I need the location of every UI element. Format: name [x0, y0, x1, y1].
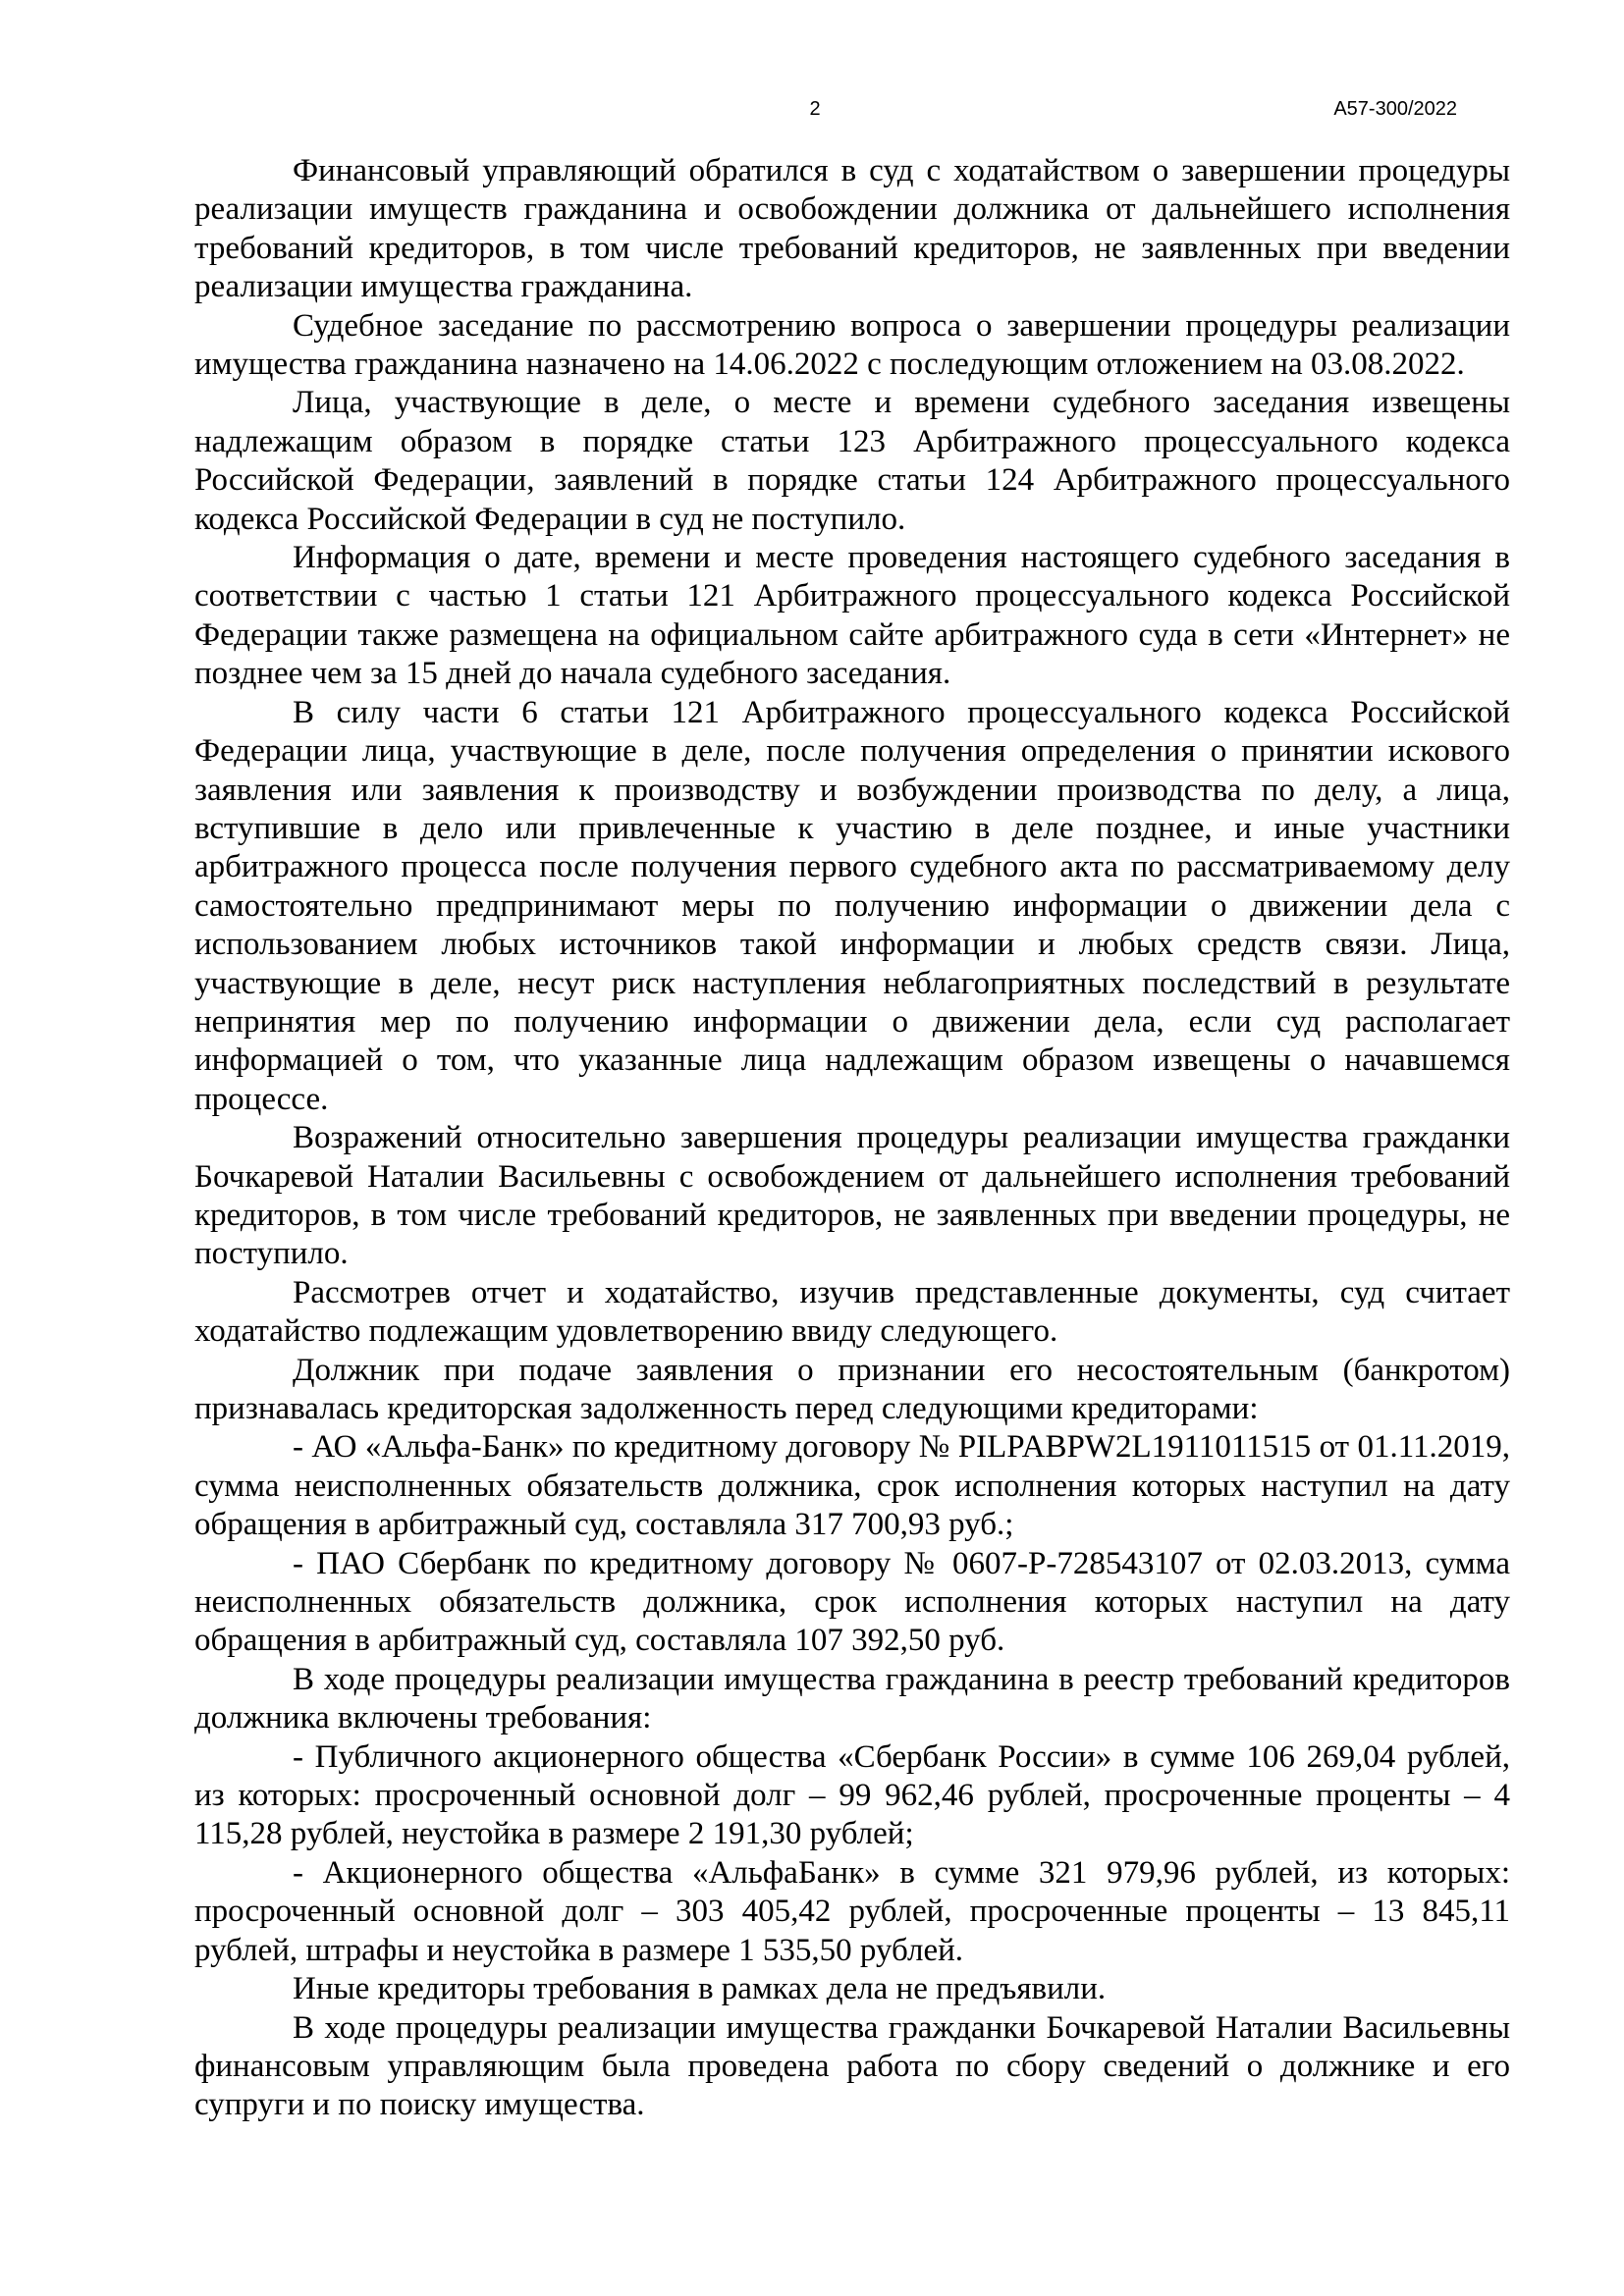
list-item: - ПАО Сбербанк по кредитному договору № 0607-Р-728543107 от 02.03.2013, сумма неисполненных обязательств должника, срок исполнения которых наступил на дату обращения в арбитражный суд, составляла 107 392,50 руб.	[194, 1545, 1510, 1659]
document-body	[194, 152, 1510, 2125]
paragraph: В силу части 6 статьи 121 Арбитражного процессуального кодекса Российской Федерации лица, участвующие в деле, после получения определения о принятии искового заявления или заявления к производству и возбуждении производства по делу, а лица, вступившие в дело или привлеченные к участию в деле позднее, и иные участники арбитражного процесса после получения первого судебного акта по рассматриваемому делу самостоятельно предпринимают меры по получению информации о движении дела с использованием любых источников такой информации и любых средств связи. Лица, участвующие в деле, несут риск наступления неблагоприятных последствий в результате непринятия мер по получению информации о движении дела, если суд располагает информацией о том, что указанные лица надлежащим образом извещены о начавшемся процессе.	[194, 694, 1510, 1117]
page-number: 2	[809, 98, 821, 120]
paragraph: Иные кредиторы требования в рамках дела не предъявили.	[293, 1971, 1107, 2007]
paragraph: Рассмотрев отчет и ходатайство, изучив представленные документы, суд считает ходатайство подлежащим удовлетворению ввиду следующего.	[194, 1274, 1510, 1350]
list-item: - Акционерного общества «АльфаБанк» в сумме 321 979,96 рублей, из которых: просроченный основной долг – 303 405,42 рублей, просроченные проценты – 13 845,11 рублей, штрафы и неустойка в размере 1 535,50 рублей.	[194, 1854, 1510, 1968]
paragraph: Судебное заседание по рассмотрению вопроса о завершении процедуры реализации имущества гражданина назначено на 14.06.2022 с последующим отложением на 03.08.2022.	[194, 307, 1510, 383]
list-item: - АО «Альфа-Банк» по кредитному договору № PILPABPW2L1911011515 от 01.11.2019, сумма неисполненных обязательств должника, срок исполнения которых наступил на дату обращения в арбитражный суд, составляла 317 700,93 руб.;	[194, 1429, 1510, 1543]
paragraph: Возражений относительно завершения процедуры реализации имущества гражданки Бочкаревой Наталии Васильевны с освобождением от дальнейшего исполнения требований кредиторов, в том числе требований кредиторов, не заявленных при введении процедуры, не поступило.	[194, 1120, 1510, 1272]
paragraph: Лица, участвующие в деле, о месте и времени судебного заседания извещены надлежащим образом в порядке статьи 123 Арбитражного процессуального кодекса Российской Федерации, заявлений в порядке статьи 124 Арбитражного процессуального кодекса Российской Федерации в суд не поступило.	[194, 385, 1510, 537]
paragraph: Финансовый управляющий обратился в суд с ходатайством о завершении процедуры реализации имуществ гражданина и освобождении должника от дальнейшего исполнения требований кредиторов, в том числе требований кредиторов, не заявленных при введении реализации имущества гражданина.	[194, 153, 1510, 305]
paragraph: В ходе процедуры реализации имущества гражданки Бочкаревой Наталии Васильевны финансовым управляющим была проведена работа по сбору сведений о должнике и его супруги и по поиску имущества.	[194, 2009, 1510, 2123]
list-item: - Публичного акционерного общества «Сбербанк России» в сумме 106 269,04 рублей, из которых: просроченный основной долг – 99 962,46 рублей, просроченные проценты – 4 115,28 рублей, неустойка в размере 2 191,30 рублей;	[194, 1738, 1510, 1852]
paragraph: Информация о дате, времени и месте проведения настоящего судебного заседания в соответствии с частью 1 статьи 121 Арбитражного процессуального кодекса Российской Федерации также размещена на официальном сайте арбитражного суда в сети «Интернет» не позднее чем за 15 дней до начала судебного заседания.	[194, 540, 1510, 692]
paragraph: В ходе процедуры реализации имущества гражданина в реестр требований кредиторов должника включены требования:	[194, 1661, 1510, 1736]
paragraph: Должник при подаче заявления о признании его несостоятельным (банкротом) признавалась кредиторская задолженность перед следующими кредиторами:	[194, 1352, 1510, 1426]
case-number: А57-300/2022	[1333, 98, 1457, 120]
